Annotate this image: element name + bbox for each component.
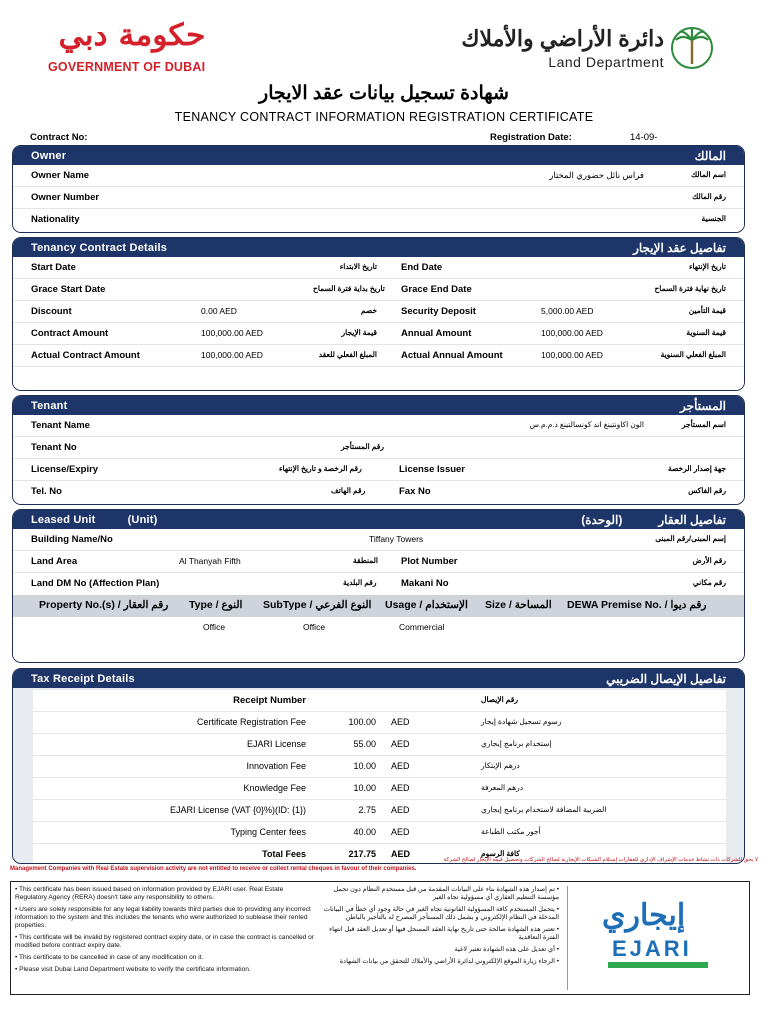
tax-row	[33, 756, 726, 778]
footer-notes-english	[15, 886, 315, 978]
tenancy-left-value: 100,000.00 AED	[201, 350, 263, 360]
tax-header	[13, 669, 744, 688]
makani-label-arabic: رقم مكاني	[692, 578, 726, 587]
fee-label-arabic: درهم الإبتكار	[481, 761, 520, 770]
fax-no-label: Fax No	[399, 486, 431, 497]
dubai-logo-english: GOVERNMENT OF DUBAI	[48, 60, 206, 74]
nationality-row	[13, 209, 744, 231]
total-fee-label: Total Fees	[262, 849, 306, 859]
land-dm-label: Land DM No (Affection Plan)	[31, 578, 160, 589]
fee-label-arabic: رسوم تسجيل شهادة إيجار	[481, 717, 562, 726]
tenancy-right-label-arabic: المبلغ الفعلي السنوية	[660, 350, 726, 359]
fee-amount: 55.00	[353, 739, 376, 749]
tax-title: Tax Receipt Details	[31, 672, 135, 685]
fee-amount: 10.00	[353, 761, 376, 771]
footer-note-3: • This certificate will be invalid by registered contract expiry date, or in case the contract is cancelled or modified before contract expiry date.	[15, 934, 315, 949]
registration-date-value: 14-09-	[630, 132, 658, 143]
footer-note-4: • This certificate to be cancelled in case of any modification on it.	[15, 954, 204, 961]
palm-tree-icon	[670, 24, 714, 72]
unit-header	[13, 510, 744, 529]
tax-row	[33, 800, 726, 822]
tenancy-contract-section	[12, 237, 745, 391]
fax-no-label-arabic: رقم الفاكس	[688, 486, 726, 495]
tenancy-title: Tenancy Contract Details	[31, 241, 168, 254]
tenancy-left-label: Discount	[31, 306, 72, 317]
tax-row	[33, 778, 726, 800]
leased-unit-section	[12, 509, 745, 663]
land-area-label: Land Area	[31, 556, 78, 567]
footer-note-2: • Users are solely responsible for any legal liability towards third parties due to providing any incorrect information to the system and this includes the tenants who were authorized to sublease their rented properties.	[15, 906, 311, 929]
registration-date-label: Registration Date:	[490, 132, 572, 143]
fee-label: Knowledge Fee	[243, 783, 306, 793]
building-label: Building Name/No	[31, 534, 113, 545]
fee-currency: AED	[391, 761, 410, 771]
tenant-name-value: الون اكاونتينغ اند كونسالتينغ ذ.م.م.س	[529, 420, 644, 429]
receipt-number-label-arabic: رقم الإيصال	[481, 695, 518, 704]
tenancy-row	[13, 323, 744, 345]
receipt-number-label: Receipt Number	[233, 695, 306, 706]
tenancy-left-label-arabic: المبلغ الفعلي للعقد	[318, 350, 377, 359]
tenancy-left-value: 0.00 AED	[201, 306, 237, 316]
license-expiry-label: License/Expiry	[31, 464, 99, 475]
col-size: Size / المساحة	[485, 599, 552, 611]
fee-amount: 10.00	[353, 783, 376, 793]
unit-title-sub: (Unit)	[127, 513, 158, 526]
tenancy-right-label-arabic: قيمة السنوية	[686, 328, 726, 337]
total-fee-label-arabic: كافة الرسوم	[481, 849, 520, 858]
certificate-title-arabic: شهادة تسجيل بيانات عقد الايجار	[259, 83, 509, 104]
fee-currency: AED	[391, 739, 410, 749]
land-area-label-arabic: المنطقة	[353, 556, 378, 565]
tenancy-row	[13, 279, 744, 301]
unit-type-value: Office	[203, 622, 226, 632]
nationality-label-arabic: الجنسية	[701, 214, 726, 223]
unit-title-text: Leased Unit	[31, 513, 96, 526]
fee-label: Certificate Registration Fee	[196, 717, 306, 727]
management-warning: Management Companies with Real Estate supervision activity are not entitled to receive or collect rental cheques in favour of their companies.	[10, 866, 417, 872]
ejari-logo-arabic: إيجاري	[602, 899, 686, 932]
tenant-no-row	[13, 437, 744, 459]
fee-label-arabic: إستخدام برنامج إيجاري	[481, 739, 552, 748]
total-fee-amount: 217.75	[348, 849, 376, 859]
owner-number-row	[13, 187, 744, 209]
tenancy-left-value: 100,000.00 AED	[201, 328, 263, 338]
tenancy-title-arabic: تفاصيل عقد الإيجار	[633, 240, 726, 255]
owner-section	[12, 145, 745, 233]
owner-name-label-arabic: اسم المالك	[690, 170, 726, 179]
land-department-english: Land Department	[548, 54, 664, 70]
fee-amount: 2.75	[358, 805, 376, 815]
fee-label-arabic: الضريبة المضافة لاستخدام برنامج إيجاري	[481, 805, 607, 814]
plot-number-label-arabic: رقم الأرض	[692, 556, 726, 565]
nationality-label: Nationality	[31, 214, 80, 225]
fee-label-arabic: درهم المعرفة	[481, 783, 524, 792]
tenancy-left-label: Grace Start Date	[31, 284, 106, 295]
land-area-row	[13, 551, 744, 573]
footer-note-1: • This certificate has been issued based on information provided by EJARI user. Real Estate Regulatory Agency (RERA) doesn't take any responsibility to others.	[15, 886, 284, 901]
tenancy-right-label: Annual Amount	[401, 328, 472, 339]
tenancy-left-label: Start Date	[31, 262, 76, 273]
footer-notes	[10, 881, 750, 995]
fee-currency: AED	[391, 783, 410, 793]
tenant-title: Tenant	[31, 399, 68, 412]
unit-title-arabic-sub: (الوحدة)	[581, 512, 623, 527]
tax-row	[33, 712, 726, 734]
dubai-logo-arabic: حكومة دبي	[58, 18, 206, 53]
tenancy-right-value: 100,000.00 AED	[541, 328, 603, 338]
makani-label: Makani No	[401, 578, 449, 589]
building-row	[13, 529, 744, 551]
unit-title-arabic	[581, 513, 726, 527]
col-usage: Usage / الإستخدام	[385, 599, 468, 611]
owner-name-label: Owner Name	[31, 170, 90, 181]
total-fee-currency: AED	[391, 849, 411, 859]
footer-note-ar-5: • الرجاء زيارة الموقع الإلكتروني لدائرة الأراضي والأملاك للتحقق من بيانات الشهادة	[339, 958, 559, 965]
tenancy-right-value: 100,000.00 AED	[541, 350, 603, 360]
land-area-value: Al Thanyah Fifth	[179, 556, 241, 566]
tenant-section	[12, 395, 745, 505]
owner-name-value: فراس نائل حضوري المختار	[549, 170, 644, 180]
owner-header	[13, 146, 744, 165]
footer-note-ar-3: • تعتبر هذه الشهادة صالحة حتى تاريخ نهاية العقد المسجل فيها أو تعديل العقد قبل انتهاء الفترة التعاقدية	[329, 926, 559, 941]
tenant-header	[13, 396, 744, 415]
dm-row	[13, 573, 744, 595]
tax-row	[33, 734, 726, 756]
unit-title-arabic-text: تفاصيل العقار	[658, 512, 726, 527]
unit-subtype-value: Office	[303, 622, 326, 632]
tenancy-right-label: Grace End Date	[401, 284, 472, 295]
land-dm-label-arabic: رقم البلدية	[343, 578, 377, 587]
tax-row	[33, 822, 726, 844]
receipt-number-row	[33, 690, 726, 712]
tenancy-right-value: 5,000.00 AED	[541, 306, 594, 316]
fee-currency: AED	[391, 717, 410, 727]
tenancy-row	[13, 301, 744, 323]
land-department-logo	[461, 24, 720, 76]
tenancy-right-label-arabic: تاريخ نهاية فترة السماح	[654, 284, 726, 293]
tenant-title-arabic: المستأجر	[680, 398, 726, 413]
footer-note-ar-1: • تم إصدار هذه الشهادة بناء على البيانات المقدمة من قبل مستخدم النظام دون تحمل مؤسسة التنظيم العقاري أي مسؤولية تجاه الغير	[333, 886, 559, 901]
fee-label: EJARI License (VAT {0}%)(ID: {1})	[169, 805, 306, 815]
owner-name-row	[13, 165, 744, 187]
col-type: Type / النوع	[189, 599, 243, 611]
tenant-no-label-arabic: رقم المستأجر	[341, 442, 385, 451]
fee-label: Typing Center fees	[230, 827, 306, 837]
certificate-title-english: TENANCY CONTRACT INFORMATION REGISTRATION CERTIFICATE	[174, 110, 594, 124]
footer-notes-arabic	[323, 886, 559, 970]
tenancy-right-label: Actual Annual Amount	[401, 350, 503, 361]
footer-note-ar-4: • أي تعديل على هذه الشهادة تعتبر لاغية	[454, 946, 559, 953]
fee-currency: AED	[391, 805, 410, 815]
land-department-arabic: دائرة الأراضي والأملاك	[461, 26, 664, 51]
fee-label: Innovation Fee	[246, 761, 306, 771]
tenant-name-label-arabic: اسم المستأجر	[681, 420, 726, 429]
tenancy-left-label-arabic: قيمة الإيجار	[341, 328, 377, 337]
tenant-name-label: Tenant Name	[31, 420, 90, 431]
fee-currency: AED	[391, 827, 410, 837]
ejari-logo	[567, 886, 747, 990]
unit-table-row	[13, 617, 744, 639]
footer-note-ar-2: • يتحمل المستخدم كافة المسؤولية القانونية تجاه الغير في حالة وجود أي خطأ في البيانات المدخلة في النظام الإلكتروني و يشمل ذلك المستأجر المصرح له بالتأجير بالباطن	[323, 906, 559, 921]
tenancy-right-label-arabic: تاريخ الإنتهاء	[689, 262, 726, 271]
owner-title-arabic: المالك	[694, 148, 726, 163]
unit-table-header	[13, 595, 744, 617]
tenancy-header	[13, 238, 744, 257]
unit-title	[31, 514, 157, 526]
ejari-logo-english: EJARI	[612, 936, 692, 961]
col-dewa: DEWA Premise No. / رقم ديوا	[567, 599, 707, 611]
license-expiry-label-arabic: رقم الرخصة و تاريخ الإنتهاء	[279, 464, 362, 473]
fee-amount: 40.00	[353, 827, 376, 837]
unit-usage-value: Commercial	[399, 622, 445, 632]
tenancy-left-label-arabic: تاريخ بداية فترة السماح	[313, 284, 385, 293]
footer-note-5: • Please visit Dubai Land Department website to verify the certificate information.	[15, 966, 251, 973]
government-of-dubai-logo	[48, 18, 228, 80]
plot-number-label: Plot Number	[401, 556, 458, 567]
license-issuer-label: License Issuer	[399, 464, 466, 475]
contract-no-label: Contract No:	[30, 132, 88, 143]
tenancy-right-label: End Date	[401, 262, 443, 273]
tax-receipt-section	[12, 668, 745, 864]
tel-no-label: Tel. No	[31, 486, 62, 497]
tenancy-right-label-arabic: قيمة التأمين	[688, 306, 726, 315]
building-label-arabic: إسم المبنى/رقم المبنى	[655, 534, 726, 543]
col-property: Property No.(s) / رقم العقار	[39, 599, 169, 611]
tenancy-row	[13, 257, 744, 279]
tenant-name-row	[13, 415, 744, 437]
license-issuer-label-arabic: جهة إصدار الرخصة	[667, 464, 726, 473]
tel-no-label-arabic: رقم الهاتف	[331, 486, 366, 495]
tenancy-left-label: Actual Contract Amount	[31, 350, 140, 361]
tenancy-row	[13, 345, 744, 367]
fee-label: EJARI License	[246, 739, 306, 749]
tenancy-left-label: Contract Amount	[31, 328, 109, 339]
fee-label-arabic: أجور مكتب الطباعة	[481, 827, 541, 836]
owner-title: Owner	[31, 149, 67, 162]
ejari-logo-bar	[608, 962, 708, 968]
management-warning-arabic: لا يحق للشركات ذات نشاط خدمات الإشراف الإداري للعقارات إستلام الشيكات الإيجارية لصالح الشركات وتحصيل قيمة الإيجار لصالح الشركة	[443, 857, 758, 863]
building-value: Tiffany Towers	[369, 534, 424, 544]
col-subtype: SubType / النوع الفرعي	[263, 599, 372, 611]
tax-title-arabic: تفاصيل الإيصال الضريبي	[606, 671, 726, 686]
owner-number-label: Owner Number	[31, 192, 100, 203]
fee-amount: 100.00	[348, 717, 376, 727]
tenant-no-label: Tenant No	[31, 442, 77, 453]
owner-number-label-arabic: رقم المالك	[692, 192, 726, 201]
license-row	[13, 459, 744, 481]
tenancy-right-label: Security Deposit	[401, 306, 476, 317]
tenancy-left-label-arabic: تاريخ الابتداء	[339, 262, 377, 271]
phone-row	[13, 481, 744, 503]
tenancy-left-label-arabic: خصم	[360, 306, 377, 315]
